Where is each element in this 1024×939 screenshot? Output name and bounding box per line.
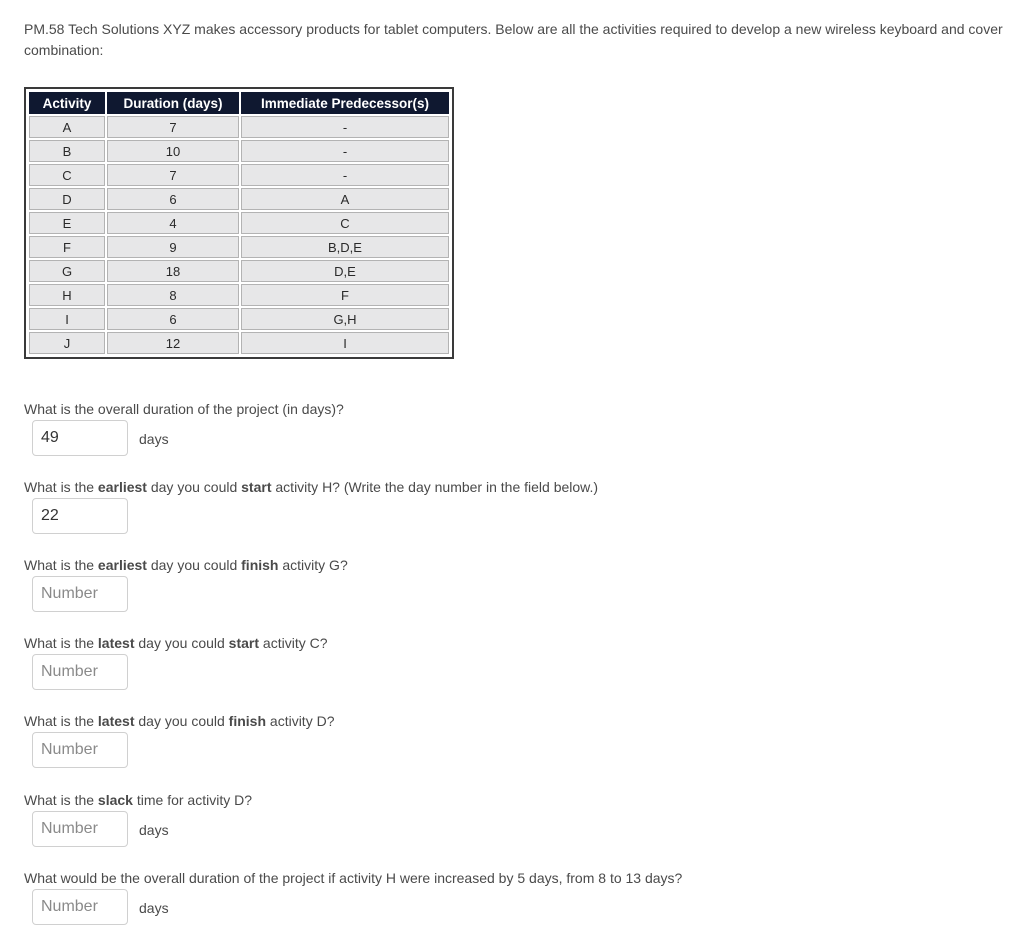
earliest-start-h-input[interactable] <box>32 498 128 534</box>
question-text-mid: day you could <box>146 557 242 573</box>
cell-duration: 6 <box>107 308 239 330</box>
cell-duration: 12 <box>107 332 239 354</box>
cell-duration: 6 <box>107 188 239 210</box>
table-row <box>29 140 449 162</box>
cell-activity: J <box>29 332 105 354</box>
question-overall-duration <box>24 401 344 417</box>
question-text-pre: What is the <box>24 479 98 495</box>
question-text-mid: time for activity D? <box>132 792 252 808</box>
question-text-pre: What is the <box>24 557 98 573</box>
question-text-post: activity H? (Write the day number in the field below.) <box>271 479 599 495</box>
question-text-mid: day you could <box>134 635 229 651</box>
question-text-mid: day you could <box>134 713 229 729</box>
activity-table <box>27 90 451 356</box>
table-row <box>29 188 449 210</box>
overall-duration-input[interactable] <box>32 420 128 456</box>
earliest-finish-g-input[interactable] <box>32 576 128 612</box>
question-slack-d <box>24 792 252 808</box>
duration-h-increase-input[interactable] <box>32 889 128 925</box>
cell-duration: 4 <box>107 212 239 234</box>
table-row <box>29 308 449 330</box>
cell-predecessors: I <box>241 332 449 354</box>
question-earliest-start-h <box>24 479 598 495</box>
cell-activity: F <box>29 236 105 258</box>
latest-start-c-input[interactable] <box>32 654 128 690</box>
cell-activity: D <box>29 188 105 210</box>
question-text: What is the overall duration of the project (in days)? <box>24 401 344 417</box>
table-row <box>29 236 449 258</box>
cell-predecessors: A <box>241 188 449 210</box>
table-header-row <box>29 92 449 114</box>
question-emphasis: start <box>228 635 260 651</box>
table-row <box>29 212 449 234</box>
question-emphasis: finish <box>241 557 279 573</box>
question-emphasis: slack <box>97 792 133 808</box>
question-latest-finish-d <box>24 713 334 729</box>
header-predecessors: Immediate Predecessor(s) <box>241 92 449 114</box>
question-text-post: activity G? <box>278 557 348 573</box>
cell-activity: G <box>29 260 105 282</box>
cell-predecessors: G,H <box>241 308 449 330</box>
question-emphasis: latest <box>97 713 135 729</box>
question-text-post: activity D? <box>266 713 335 729</box>
question-duration-h-increase <box>24 870 682 886</box>
table-row <box>29 284 449 306</box>
question-text-mid: day you could <box>146 479 242 495</box>
cell-activity: C <box>29 164 105 186</box>
question-text-pre: What is the <box>24 713 98 729</box>
table-row <box>29 260 449 282</box>
question-text-post: activity C? <box>259 635 328 651</box>
question-text: What would be the overall duration of the project if activity H were increased by 5 days, from 8 to 13 days? <box>24 870 683 886</box>
question-emphasis: start <box>241 479 272 495</box>
question-earliest-finish-g <box>24 557 348 573</box>
latest-finish-d-input[interactable] <box>32 732 128 768</box>
cell-duration: 18 <box>107 260 239 282</box>
unit-label: days <box>139 900 169 916</box>
table-row <box>29 164 449 186</box>
cell-predecessors: - <box>241 140 449 162</box>
question-text-pre: What is the <box>24 635 98 651</box>
activity-table-frame <box>24 87 454 359</box>
cell-predecessors: C <box>241 212 449 234</box>
table-row <box>29 332 449 354</box>
header-duration: Duration (days) <box>107 92 239 114</box>
cell-activity: H <box>29 284 105 306</box>
cell-predecessors: F <box>241 284 449 306</box>
question-emphasis: earliest <box>97 479 147 495</box>
table-row <box>29 116 449 138</box>
cell-predecessors: - <box>241 164 449 186</box>
cell-activity: E <box>29 212 105 234</box>
cell-predecessors: D,E <box>241 260 449 282</box>
cell-duration: 8 <box>107 284 239 306</box>
cell-duration: 7 <box>107 164 239 186</box>
cell-duration: 7 <box>107 116 239 138</box>
question-emphasis: earliest <box>97 557 147 573</box>
cell-duration: 9 <box>107 236 239 258</box>
cell-activity: A <box>29 116 105 138</box>
header-activity: Activity <box>29 92 105 114</box>
cell-activity: I <box>29 308 105 330</box>
cell-duration: 10 <box>107 140 239 162</box>
question-emphasis: finish <box>228 713 267 729</box>
unit-label: days <box>139 822 169 838</box>
cell-predecessors: - <box>241 116 449 138</box>
slack-d-input[interactable] <box>32 811 128 847</box>
question-text-pre: What is the <box>24 792 98 808</box>
question-latest-start-c <box>24 635 328 651</box>
problem-intro: PM.58 Tech Solutions XYZ makes accessory products for tablet computers. Below are all the activities required to develop a new wireless keyboard and cover combination: <box>24 21 1003 58</box>
unit-label: days <box>139 431 169 447</box>
question-emphasis: latest <box>97 635 135 651</box>
cell-activity: B <box>29 140 105 162</box>
cell-predecessors: B,D,E <box>241 236 449 258</box>
